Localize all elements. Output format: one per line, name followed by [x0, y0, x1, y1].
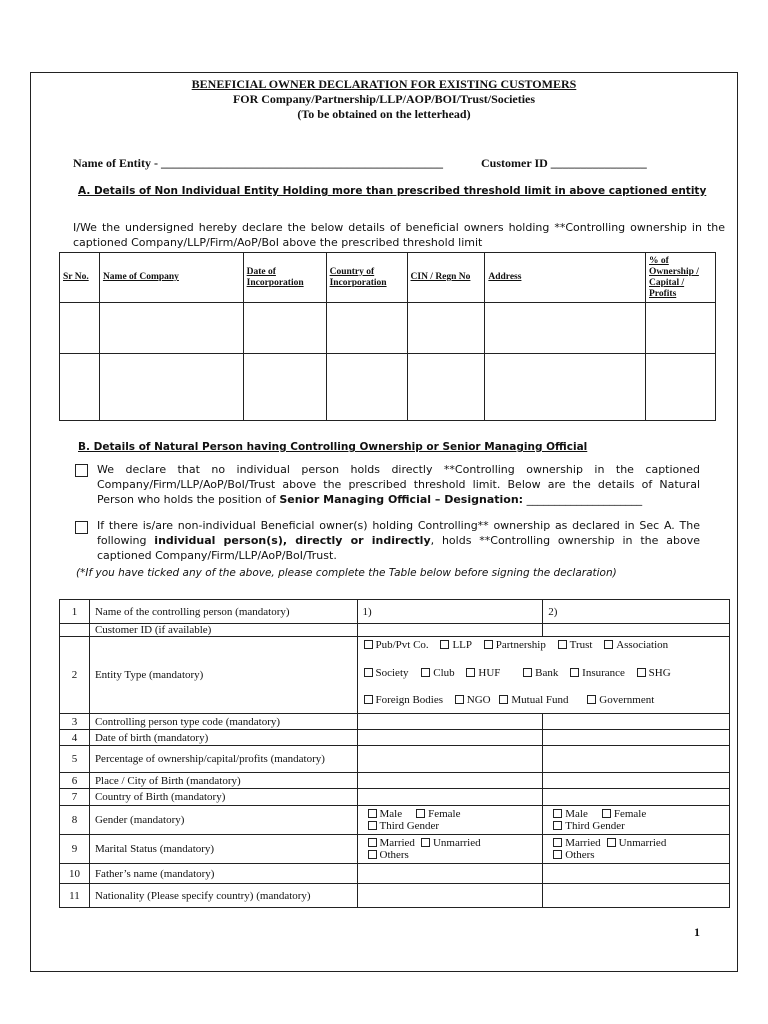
- option-label: Pub/Pvt Co.: [375, 639, 429, 651]
- section-a-table: [59, 252, 716, 421]
- checkbox-icon[interactable]: [455, 695, 464, 704]
- option-shg[interactable]: [637, 658, 671, 688]
- option-1-checkbox[interactable]: [75, 464, 88, 477]
- row-label: Nationality (Please specify country) (mandatory): [89, 884, 357, 908]
- entity-type-options: [357, 637, 730, 714]
- page-number: 1: [694, 925, 700, 939]
- letterhead-note: (To be obtained on the letterhead): [297, 107, 471, 121]
- table-cell[interactable]: [357, 746, 543, 773]
- option-label: Others: [565, 849, 595, 861]
- option-bank[interactable]: [523, 658, 558, 688]
- checkbox-icon[interactable]: [604, 640, 613, 649]
- table-cell[interactable]: [60, 303, 100, 354]
- option-foreign-bodies[interactable]: [364, 688, 444, 712]
- row-number: 7: [60, 789, 90, 806]
- option-association[interactable]: [604, 632, 668, 658]
- option-label: Trust: [569, 639, 593, 651]
- option-label: Third Gender: [379, 820, 440, 832]
- row-label: Controlling person type code (mandatory): [89, 714, 357, 730]
- option-label: Married: [565, 837, 601, 849]
- table-cell[interactable]: [543, 730, 730, 746]
- checkbox-icon[interactable]: [421, 668, 430, 677]
- col-header: % of Ownership / Capital / Profits: [646, 253, 716, 303]
- gender-female[interactable]: [416, 808, 460, 820]
- table-cell[interactable]: [99, 303, 243, 354]
- table-row: [60, 864, 730, 884]
- entity-type-line-2: [364, 658, 724, 688]
- table-row: [60, 884, 730, 908]
- section-b-heading: B. Details of Natural Person having Controlling Ownership or Senior Managing Official: [78, 441, 588, 453]
- row-label: Father’s name (mandatory): [89, 864, 357, 884]
- table-cell[interactable]: [357, 730, 543, 746]
- checkbox-icon[interactable]: [553, 850, 562, 859]
- option-mutual-fund[interactable]: [499, 688, 568, 712]
- table-cell[interactable]: [543, 714, 730, 730]
- gender-third[interactable]: [368, 820, 440, 832]
- table-row: [60, 806, 730, 835]
- table-cell[interactable]: [485, 303, 646, 354]
- table-cell[interactable]: [357, 884, 543, 908]
- customer-id-field[interactable]: ________________: [550, 156, 647, 170]
- table-row: [60, 773, 730, 789]
- table-row: [60, 789, 730, 806]
- option-label: Mutual Fund: [511, 694, 569, 706]
- checkbox-icon[interactable]: [421, 838, 430, 847]
- col-header: Address: [485, 253, 646, 303]
- checkbox-icon[interactable]: [602, 809, 611, 818]
- option-label: Female: [613, 808, 647, 820]
- table-row: [60, 600, 730, 624]
- table-instruction-note: (*If you have ticked any of the above, please complete the Table below before signing the declaration): [76, 567, 617, 579]
- option-label: Third Gender: [565, 820, 625, 832]
- row-number: [60, 624, 90, 637]
- checkbox-icon[interactable]: [364, 695, 373, 704]
- gender-male[interactable]: [368, 808, 403, 820]
- option-huf[interactable]: [466, 658, 500, 688]
- checkbox-icon[interactable]: [368, 850, 377, 859]
- checkbox-icon[interactable]: [499, 695, 508, 704]
- customer-id-row: [481, 156, 647, 171]
- option-label: HUF: [478, 667, 501, 679]
- checkbox-icon[interactable]: [466, 668, 475, 677]
- table-cell[interactable]: [357, 864, 543, 884]
- option-label: SHG: [648, 667, 671, 679]
- option-label: Married: [379, 837, 415, 849]
- table-cell[interactable]: [543, 884, 730, 908]
- entity-name-field[interactable]: _______________________________________________: [160, 156, 443, 170]
- table-row: [60, 714, 730, 730]
- gender-male[interactable]: [553, 808, 588, 820]
- row-number: 10: [60, 864, 90, 884]
- checkbox-icon[interactable]: [553, 838, 562, 847]
- entity-type-line-3: [364, 688, 724, 710]
- table-cell[interactable]: [357, 789, 543, 806]
- option-partnership[interactable]: [484, 632, 546, 658]
- table-row: [60, 303, 716, 354]
- table-cell[interactable]: [543, 789, 730, 806]
- checkbox-icon[interactable]: [364, 668, 373, 677]
- row-label: Name of the controlling person (mandatory): [89, 600, 357, 624]
- table-cell[interactable]: [407, 303, 485, 354]
- gender-third[interactable]: [553, 820, 625, 832]
- option-ngo[interactable]: [455, 688, 491, 712]
- option-2-body: If there is/are non-individual Beneficial owner(s) holding Controlling** ownership as declared in Sec A. The following: [97, 519, 700, 547]
- option-insurance[interactable]: [570, 658, 625, 688]
- table-cell[interactable]: [243, 303, 326, 354]
- checkbox-icon[interactable]: [368, 821, 377, 830]
- table-row: [60, 730, 730, 746]
- section-a-declaration: I/We the undersigned hereby declare the below details of beneficial owners holding **Controlling ownership in the captioned Company/LLP/Firm/AoP/BoI above the prescribed threshold limit: [73, 221, 725, 249]
- table-row: [60, 637, 730, 714]
- option-2-body-end: , holds **Controlling ownership in the above captioned Company/Firm/LLP/AoP/BoI/Trust.: [97, 534, 700, 562]
- option-2-checkbox[interactable]: [75, 521, 88, 534]
- designation-field[interactable]: _____________________: [526, 493, 643, 506]
- row-number: 9: [60, 835, 90, 864]
- row-label: Marital Status (mandatory): [89, 835, 357, 864]
- option-1-designation-label: Senior Managing Official – Designation:: [279, 493, 524, 506]
- option-label: Society: [375, 667, 409, 679]
- row-number: 5: [60, 746, 90, 773]
- option-label: Male: [379, 808, 403, 820]
- row-number: 1: [60, 600, 90, 624]
- table-cell[interactable]: [407, 354, 485, 421]
- checkbox-icon[interactable]: [607, 838, 616, 847]
- form-subtitle: FOR Company/Partnership/LLP/AOP/BOI/Trust/Societies: [232, 92, 536, 106]
- option-label: Male: [565, 808, 588, 820]
- row-label: Gender (mandatory): [89, 806, 357, 835]
- option-2-bold: individual person(s), directly or indirectly: [154, 534, 431, 547]
- checkbox-icon[interactable]: [553, 821, 562, 830]
- checkbox-icon[interactable]: [558, 640, 567, 649]
- gender-female[interactable]: [602, 808, 646, 820]
- col-header: Sr No.: [60, 253, 100, 303]
- entity-type-line-1: [364, 632, 724, 658]
- checkbox-icon[interactable]: [637, 668, 646, 677]
- row-label: Entity Type (mandatory): [89, 637, 357, 714]
- row-number: 6: [60, 773, 90, 789]
- marital-options-2: [543, 835, 730, 864]
- table-cell[interactable]: [543, 773, 730, 789]
- option-label: Insurance: [582, 667, 625, 679]
- checkbox-icon[interactable]: [587, 695, 596, 704]
- col-header: CIN / Regn No: [407, 253, 485, 303]
- table-cell[interactable]: [357, 714, 543, 730]
- option-label: Bank: [535, 667, 559, 679]
- table-cell[interactable]: [357, 773, 543, 789]
- entity-name-row: [73, 156, 443, 171]
- row-number: 4: [60, 730, 90, 746]
- option-pub-pvt-co[interactable]: [364, 632, 429, 658]
- table-row: [60, 746, 730, 773]
- marital-options-1: [357, 835, 543, 864]
- person-1-header: 1): [357, 600, 543, 624]
- table-cell[interactable]: [326, 303, 407, 354]
- table-cell[interactable]: [99, 354, 243, 421]
- option-society[interactable]: [364, 658, 409, 688]
- checkbox-icon[interactable]: [484, 640, 493, 649]
- table-cell[interactable]: [60, 354, 100, 421]
- option-label: Others: [379, 849, 409, 861]
- customer-id-label: Customer ID: [481, 156, 548, 170]
- col-header: Date of Incorporation: [243, 253, 326, 303]
- option-label: Club: [433, 667, 455, 679]
- row-number: 8: [60, 806, 90, 835]
- table-cell[interactable]: [543, 864, 730, 884]
- table-header-row: [60, 253, 716, 303]
- section-a-heading: A. Details of Non Individual Entity Holding more than prescribed threshold limit in above captioned entity: [78, 185, 707, 197]
- table-cell[interactable]: [646, 354, 716, 421]
- row-label: Place / City of Birth (mandatory): [89, 773, 357, 789]
- marital-others[interactable]: [553, 849, 594, 861]
- form-title: BENEFICIAL OWNER DECLARATION FOR EXISTING CUSTOMERS: [191, 77, 577, 91]
- option-llp[interactable]: [440, 632, 472, 658]
- row-label: Percentage of ownership/capital/profits (mandatory): [89, 746, 357, 773]
- option-2-text: [97, 518, 700, 563]
- table-cell[interactable]: [543, 746, 730, 773]
- checkbox-icon[interactable]: [440, 640, 449, 649]
- option-label: Unmarried: [432, 837, 481, 849]
- checkbox-icon[interactable]: [368, 809, 377, 818]
- row-label: Country of Birth (mandatory): [89, 789, 357, 806]
- checkbox-icon[interactable]: [523, 668, 532, 677]
- table-row: [60, 835, 730, 864]
- option-label: Unmarried: [618, 837, 667, 849]
- checkbox-icon[interactable]: [368, 838, 377, 847]
- option-trust[interactable]: [558, 632, 593, 658]
- marital-married[interactable]: [553, 837, 600, 849]
- row-number: 2: [60, 637, 90, 714]
- option-label: Association: [616, 639, 669, 651]
- table-cell[interactable]: [485, 354, 646, 421]
- marital-unmarried[interactable]: [607, 837, 667, 849]
- marital-others[interactable]: [368, 849, 409, 861]
- option-label: Female: [428, 808, 461, 820]
- checkbox-icon[interactable]: [570, 668, 579, 677]
- marital-married[interactable]: [368, 837, 415, 849]
- option-label: Foreign Bodies: [375, 694, 444, 706]
- option-label: Partnership: [495, 639, 546, 651]
- person-2-header: 2): [543, 600, 730, 624]
- gender-options-2: [543, 806, 730, 835]
- table-cell[interactable]: [646, 303, 716, 354]
- gender-options-1: [357, 806, 543, 835]
- table-row: [60, 354, 716, 421]
- option-government[interactable]: [587, 688, 654, 712]
- option-label: Government: [599, 694, 655, 706]
- row-label: Customer ID (if available): [89, 624, 357, 637]
- col-header: Country of Incorporation: [326, 253, 407, 303]
- option-1-text: [97, 462, 700, 507]
- table-cell[interactable]: [326, 354, 407, 421]
- table-cell[interactable]: [243, 354, 326, 421]
- row-label: Date of birth (mandatory): [89, 730, 357, 746]
- marital-unmarried[interactable]: [421, 837, 481, 849]
- option-label: LLP: [452, 639, 472, 651]
- controlling-person-table: [59, 599, 730, 908]
- row-number: 3: [60, 714, 90, 730]
- option-club[interactable]: [421, 658, 454, 688]
- row-number: 11: [60, 884, 90, 908]
- entity-name-label: Name of Entity -: [73, 156, 158, 170]
- checkbox-icon[interactable]: [364, 640, 373, 649]
- option-1-body: We declare that no individual person holds directly **Controlling ownership in the captioned Company/Firm/LLP/AoP/BoI/Trust above the prescribed threshold limit. Below are the details of Natural Person who holds the position of: [97, 463, 700, 506]
- col-header: Name of Company: [99, 253, 243, 303]
- option-label: NGO: [466, 694, 491, 706]
- checkbox-icon[interactable]: [553, 809, 562, 818]
- checkbox-icon[interactable]: [416, 809, 425, 818]
